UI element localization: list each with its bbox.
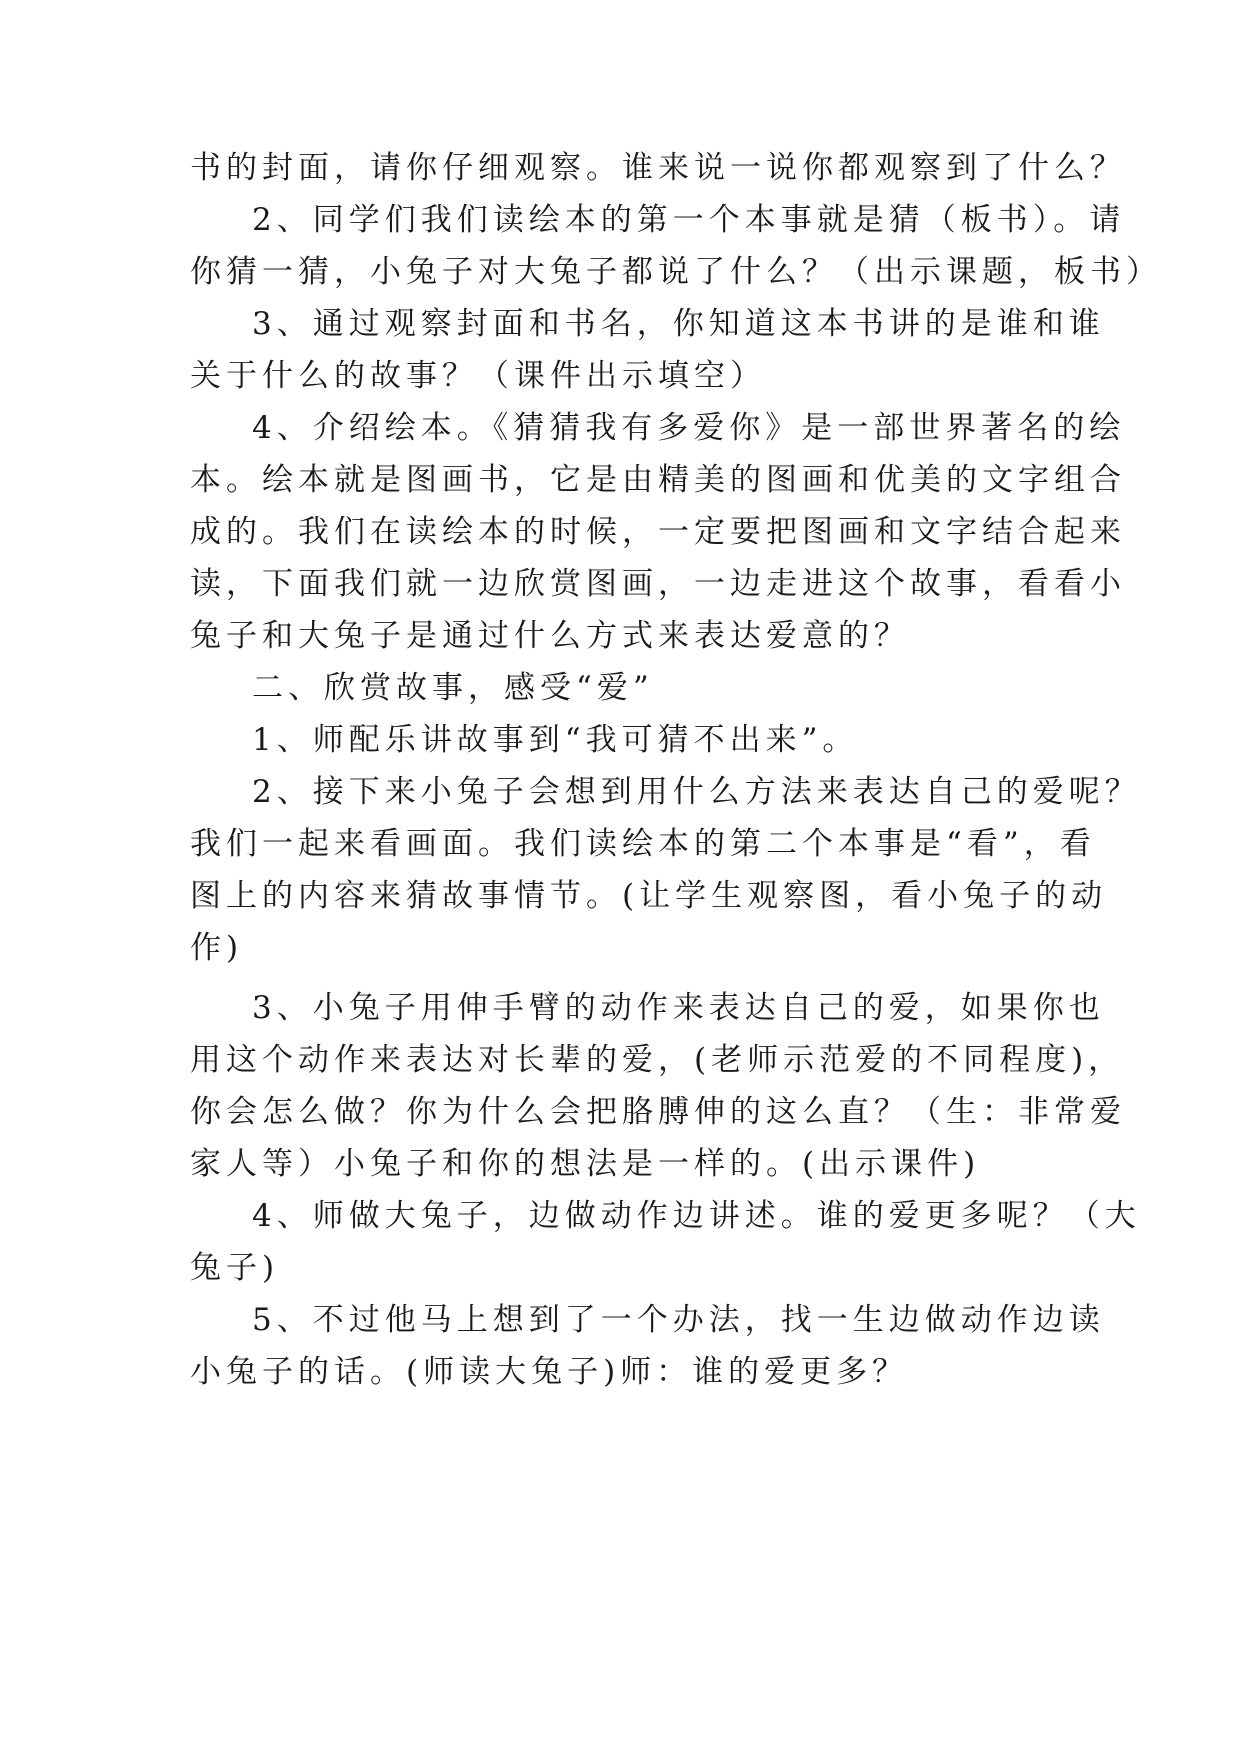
paragraph-start: 4、师做大兔子，边做动作边讲述。谁的爱更多呢？（大 bbox=[252, 1198, 1141, 1234]
text-line: 兔子) bbox=[190, 1250, 280, 1286]
paragraph-start: 5、不过他马上想到了一个办法，找一生边做动作边读 bbox=[252, 1302, 1105, 1338]
paragraph-start: 2、接下来小兔子会想到用什么方法来表达自己的爱呢？ bbox=[252, 774, 1141, 810]
text-line: 书的封面，请你仔细观察。谁来说一说你都观察到了什么？ bbox=[190, 150, 1126, 186]
text-line: 家人等）小兔子和你的想法是一样的。(出示课件) bbox=[190, 1146, 981, 1182]
text-line: 小兔子的话。(师读大兔子)师：谁的爱更多？ bbox=[190, 1354, 909, 1390]
text-line: 兔子和大兔子是通过什么方式来表达爱意的？ bbox=[190, 618, 910, 654]
paragraph-start: 1、师配乐讲故事到“我可猜不出来”。 bbox=[252, 722, 859, 758]
paragraph-start: 3、通过观察封面和书名，你知道这本书讲的是谁和谁 bbox=[252, 306, 1105, 342]
paragraph-start: 4、介绍绘本。《猜猜我有多爱你》是一部世界著名的绘 bbox=[252, 410, 1126, 446]
text-line: 你会怎么做？你为什么会把胳膊伸的这么直？（生：非常爱 bbox=[190, 1094, 1126, 1130]
text-line: 你猜一猜，小兔子对大兔子都说了什么？（出示课题，板书） bbox=[190, 254, 1162, 290]
section-heading: 二、欣赏故事，感受“爱” bbox=[252, 670, 654, 706]
text-line: 作) bbox=[190, 930, 244, 966]
paragraph-start: 3、小兔子用伸手臂的动作来表达自己的爱，如果你也 bbox=[252, 990, 1105, 1026]
text-line: 用这个动作来表达对长辈的爱，(老师示范爱的不同程度)， bbox=[190, 1042, 1125, 1078]
text-line: 本。绘本就是图画书，它是由精美的图画和优美的文字组合 bbox=[190, 462, 1126, 498]
text-line: 关于什么的故事？（课件出示填空） bbox=[190, 358, 766, 394]
text-line: 读，下面我们就一边欣赏图画，一边走进这个故事，看看小 bbox=[190, 566, 1126, 602]
text-line: 图上的内容来猜故事情节。(让学生观察图，看小兔子的动 bbox=[190, 878, 1108, 914]
text-line: 成的。我们在读绘本的时候，一定要把图画和文字结合起来 bbox=[190, 514, 1126, 550]
text-line: 我们一起来看画面。我们读绘本的第二个本事是“看”，看 bbox=[190, 826, 1096, 862]
paragraph-start: 2、同学们我们读绘本的第一个本事就是猜（板书）。请 bbox=[252, 202, 1126, 238]
